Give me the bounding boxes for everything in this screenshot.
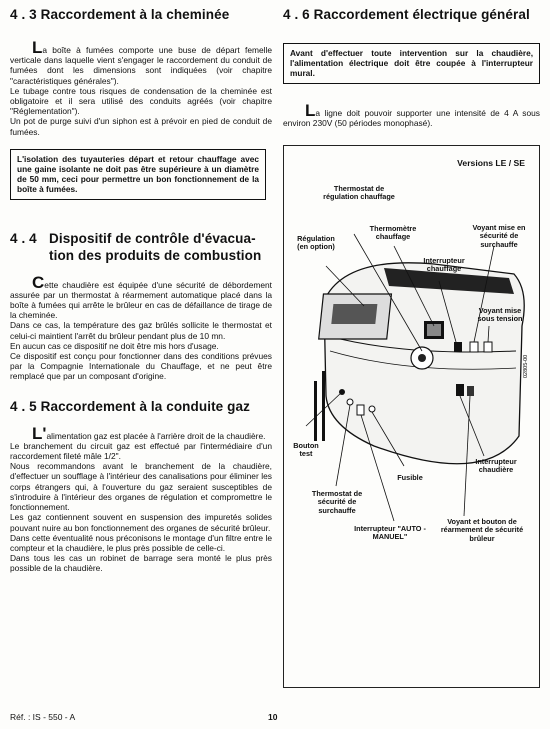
section-4-5-paragraph-2: Le branchement du circuit gaz est effectué par l'intermédiaire d'un raccordement fileté mâle 1/2". bbox=[10, 440, 272, 462]
section-4-4-paragraph-3: En aucun cas ce dispositif ne doit être mis hors d'usage. bbox=[10, 340, 219, 351]
label-fusible: Fusible bbox=[397, 473, 423, 482]
section-4-4-paragraph-4: Ce dispositif est conçu pour fonctionner dans des conditions prévues par la Compagnie Internationale du Chauffage, et ne peut être remplacé que par un composant d'origine. bbox=[10, 351, 272, 382]
footer-reference: Réf. : IS - 550 - A bbox=[10, 712, 76, 722]
section-4-6-paragraph-1 bbox=[283, 100, 540, 128]
section-4-3-paragraph-3: Un pot de purge suivi d'un siphon est à prévoir en pied de conduit de fumées. bbox=[10, 116, 272, 137]
pipe bbox=[322, 371, 325, 441]
left-column bbox=[10, 6, 272, 574]
section-title-line: tion des produits de combustion bbox=[49, 247, 262, 263]
section-title-line: Dispositif de contrôle d'évacua- bbox=[49, 230, 256, 246]
label-thermostat-regulation: Thermostat de régulation chauffage bbox=[323, 184, 395, 202]
indicator-tension bbox=[484, 342, 492, 352]
label-thermometre: Thermomètre chauffage bbox=[369, 224, 417, 242]
section-4-5-paragraph-4: Les gaz contiennent souvent en suspension des impuretés solides pouvant nuire au bon fonctionnement des organes de sécurité brûleur. bbox=[10, 512, 272, 533]
section-number: 4 . 4 bbox=[10, 230, 37, 246]
label-interrupteur-chaudiere: Interrupteur chaudière bbox=[475, 457, 517, 475]
right-column bbox=[283, 6, 540, 128]
section-4-5-paragraph-6: Dans tous les cas un robinet de barrage sera monté le plus près possible de la chaudière. bbox=[10, 553, 272, 574]
auto-manual-switch bbox=[357, 405, 364, 415]
label-interrupteur-chauffage: Interrupteur chauffage bbox=[423, 256, 465, 274]
indicator-surchauffe bbox=[470, 342, 478, 352]
dial-knob bbox=[418, 354, 426, 362]
section-4-3-paragraph-1 bbox=[10, 38, 272, 86]
label-voyant-tension: Voyant mise sous tension bbox=[477, 306, 523, 324]
figure-code: 02805-00 bbox=[523, 354, 529, 378]
label-thermostat-surchauffe: Thermostat de sécurité de surchauffe bbox=[311, 489, 363, 515]
dropcap: L bbox=[305, 100, 316, 120]
section-4-5-paragraph-3: Nous recommandons avant le branchement de la chaudière, d'effectuer un soufflage à l'intérieur des canalisations pour éliminer les corps étrangers qui, à l'ouverture du gaz seraient susceptibles de s'introduire à l'intérieur des organes de régulation et compromettre le fonctionnement. bbox=[10, 461, 272, 513]
insulation-warning-box: L'isolation des tuyauteries départ et retour chauffage avec une gaine isolante ne doit pas être supérieure à un diamètre de 50 mm, ceci pour permettre un bon fonctionnement de la boîte à fumées. bbox=[10, 149, 266, 200]
figure-caption: Versions LE / SE bbox=[457, 158, 525, 168]
paragraph-text: alimentation gaz est placée à l'arrière droit de la chaudière. bbox=[46, 430, 266, 441]
section-4-3-title: 4 . 3 Raccordement à la cheminée bbox=[10, 7, 230, 22]
paragraph-text: a ligne doit pouvoir supporter une intensité de 4 A sous environ 230V (50 périodes monophasé). bbox=[283, 107, 540, 128]
thermostat-surchauffe bbox=[347, 399, 353, 405]
paragraph-text: ette chaudière est équipée d'une sécurité de débordement assurée par un thermostat à réarmement automatique placé dans la boîte à fumées qui arrête le brûleur en cas de défaillance de tirage de la cheminée. bbox=[10, 279, 272, 321]
switch-chaudiere bbox=[456, 384, 464, 396]
section-4-5-title: 4 . 5 Raccordement à la conduite gaz bbox=[10, 398, 250, 414]
section-4-4-paragraph-1 bbox=[10, 272, 272, 321]
pipe bbox=[314, 381, 317, 441]
regulation-display bbox=[331, 304, 377, 324]
label-interrupteur-auto: Interrupteur "AUTO - MANUEL" bbox=[354, 524, 426, 542]
section-4-4-paragraph-2: Dans ce cas, la température des gaz brûlés sollicite le thermostat et celui-ci maintient l'arrêt du brûleur pendant plus de 10 mn. bbox=[10, 320, 272, 341]
fuse bbox=[369, 406, 375, 412]
label-bouton-test: Bouton test bbox=[293, 441, 319, 459]
dropcap: C bbox=[32, 272, 45, 292]
switch-chauffage bbox=[454, 342, 462, 352]
section-4-3-paragraph-2: Le tubage contre tous risques de condensation de la cheminée est obligatoire et il sera utilisé des conduits agréés (voir chapitre "Réglementation"). bbox=[10, 85, 272, 117]
reset-button bbox=[467, 386, 474, 396]
section-4-5-paragraph-1 bbox=[10, 423, 272, 443]
paragraph-text: a boîte à fumées comporte une buse de départ femelle verticale dans laquelle vient s'engager le raccordement du conduit de fumées dont les dimensions sont indiquées (voir chapitre "caractéristiques générales"). bbox=[10, 45, 272, 86]
control-panel-figure bbox=[283, 145, 540, 688]
section-4-4-title bbox=[10, 230, 272, 264]
page-number: 10 bbox=[268, 712, 278, 722]
power-warning-box: Avant d'effectuer toute intervention sur la chaudière, l'alimentation électrique doit être coupée à l'interrupteur mural. bbox=[283, 43, 540, 84]
label-voyant-surchauffe: Voyant mise en sécurité de surchauffe bbox=[472, 223, 526, 249]
dropcap: L bbox=[32, 38, 43, 57]
section-4-6-title: 4 . 6 Raccordement électrique général bbox=[283, 7, 530, 22]
dropcap: L' bbox=[32, 423, 47, 443]
label-regulation: Régulation (en option) bbox=[297, 234, 335, 252]
section-4-5-paragraph-5: Dans cette éventualité nous préconisons le montage d'un filtre entre le compteur et la chaudière, le plus près possible de celle-ci. bbox=[10, 532, 272, 553]
label-voyant-bruleur: Voyant et bouton de réarmement de sécurité brûleur bbox=[440, 517, 524, 543]
